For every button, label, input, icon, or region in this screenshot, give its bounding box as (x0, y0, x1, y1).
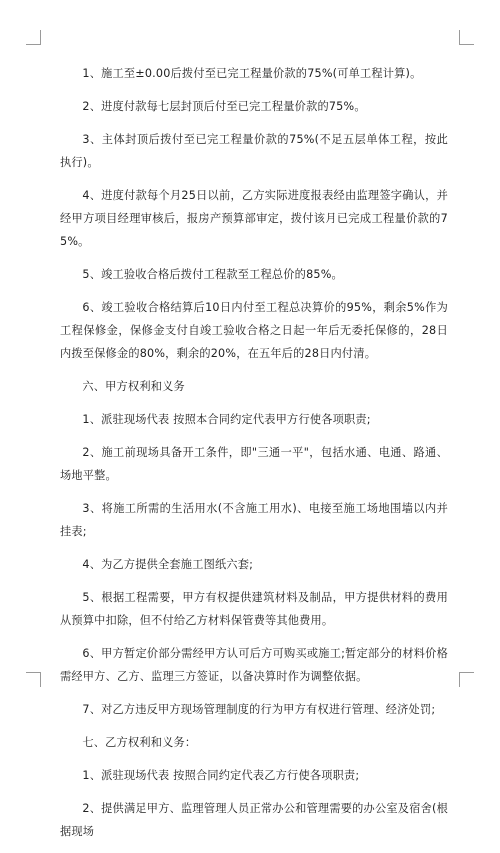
clause-party-b-2: 2、提供满足甲方、监理管理人员正常办公和管理需要的办公室及宿舍(根据现场 (60, 802, 448, 838)
page-corner-mark-bottom-left (26, 672, 41, 687)
clause-party-a-5: 5、根据工程需要，甲方有权提供建筑材料及制品，甲方提供材料的费用从预算中扣除，但不付给乙方材料保管费等其他费用。 (60, 591, 448, 627)
page-corner-mark-top-left (26, 30, 41, 45)
clause-party-a-6: 6、甲方暂定价部分需经甲方认可后方可购买或施工;暂定部分的材料价格需经甲方、乙方、监理三方签证，以备决算时作为调整依据。 (60, 647, 448, 683)
page-corner-mark-bottom-right (459, 672, 474, 687)
clause-payment-2: 2、进度付款每七层封顶后付至已完工程量价款的75%。 (82, 100, 366, 113)
document-body (60, 62, 448, 853)
section-heading-party-a: 六、甲方权利和义务 (82, 380, 185, 393)
clause-party-a-7: 7、对乙方违反甲方现场管理制度的行为甲方有权进行管理、经济处罚; (82, 703, 436, 716)
clause-payment-1: 1、施工至±0.00后拨付至已完工程量价款的75%(可单工程计算)。 (82, 67, 422, 80)
clause-party-b-1: 1、派驻现场代表 按照合同约定代表乙方行使各项职责; (82, 769, 360, 782)
clause-party-a-4: 4、为乙方提供全套施工图纸六套; (82, 558, 254, 571)
clause-party-a-1: 1、派驻现场代表 按照本合同约定代表甲方行使各项职责; (82, 413, 371, 426)
clause-payment-3: 3、主体封顶后拨付至已完工程量价款的75%(不足五层单体工程，按此执行)。 (60, 133, 448, 169)
clause-party-a-3: 3、将施工所需的生活用水(不含施工用水)、电接至施工场地围墙以内并挂表; (60, 502, 448, 538)
clause-payment-6: 6、竣工验收合格结算后10日内付至工程总决算价的95%，剩余5%作为工程保修金，保修金支付自竣工验收合格之日起一年后无委托保修的，28日内拨至保修金的80%，剩余的20%，在五年后的28日内付清。 (60, 301, 448, 360)
page-corner-mark-top-right (459, 30, 474, 45)
clause-payment-5: 5、竣工验收合格后拨付工程款至工程总价的85%。 (82, 268, 343, 281)
section-heading-party-b: 七、乙方权利和义务： (82, 736, 197, 749)
clause-party-a-2: 2、施工前现场具备开工条件，即"三通一平"，包括水通、电通、路通、场地平整。 (60, 446, 448, 482)
clause-payment-4: 4、进度付款每个月25日以前，乙方实际进度报表经由监理签字确认，并经甲方项目经理审核后，报房产预算部审定，拨付该月已完成工程量价款的75%。 (60, 189, 448, 248)
